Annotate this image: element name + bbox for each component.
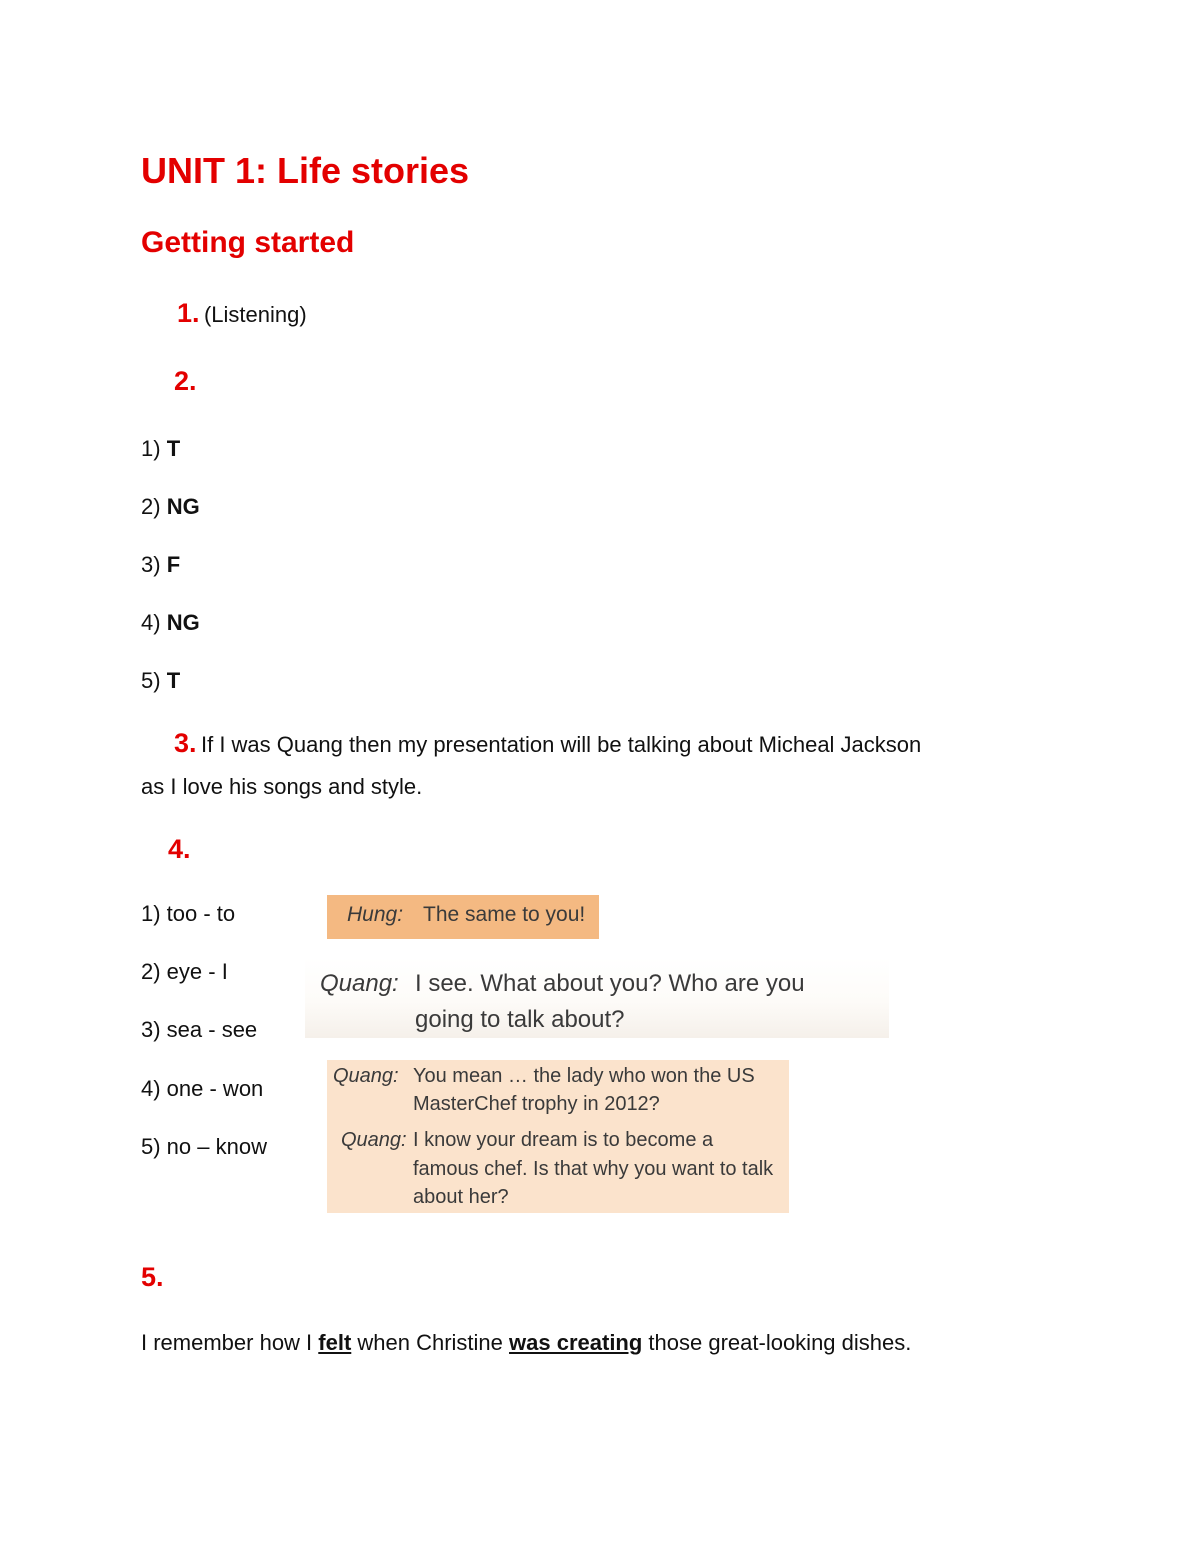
answer-value: T xyxy=(166,436,181,461)
speaker-label: Hung: xyxy=(347,903,404,926)
unit-title: UNIT 1: Life stories xyxy=(141,150,470,191)
question-1-number: 1. xyxy=(177,298,200,328)
answer-row xyxy=(141,436,180,462)
dialogue-line: going to talk about? xyxy=(415,1006,625,1033)
dialogue-line: I see. What about you? Who are you xyxy=(415,970,805,997)
answer-row xyxy=(141,552,180,578)
answer-row xyxy=(141,668,180,694)
answer-label: 3) xyxy=(141,552,161,577)
word-pair: 1) too - to xyxy=(141,901,236,926)
answer-label: 4) xyxy=(141,610,161,635)
question-1-text: (Listening) xyxy=(203,302,307,327)
underlined-verb: felt xyxy=(318,1330,352,1355)
underlined-verb: was creating xyxy=(509,1330,643,1355)
dialogue-line: The same to you! xyxy=(423,903,586,926)
question-5-sentence xyxy=(141,1330,911,1356)
word-pair: 5) no – know xyxy=(141,1134,267,1159)
question-3-line1: If I was Quang then my presentation will be talking about Micheal Jackson xyxy=(200,732,922,757)
word-pair: 2) eye - I xyxy=(141,959,228,984)
word-pair: 3) sea - see xyxy=(141,1017,258,1042)
answer-label: 5) xyxy=(141,668,161,693)
dialogue-line: famous chef. Is that why you want to talk xyxy=(413,1158,774,1180)
question-5-number: 5. xyxy=(141,1262,164,1292)
section-heading: Getting started xyxy=(141,226,355,259)
dialogue-snippet-hung xyxy=(327,895,599,939)
sentence-text: when Christine xyxy=(351,1330,510,1355)
answer-row xyxy=(141,610,200,636)
answer-label: 1) xyxy=(141,436,161,461)
question-3 xyxy=(174,728,921,759)
dialogue-line: You mean … the lady who won the US xyxy=(413,1065,755,1087)
dialogue-line: MasterChef trophy in 2012? xyxy=(413,1093,660,1115)
speaker-label: Quang: xyxy=(333,1065,399,1087)
answer-value: F xyxy=(166,552,181,577)
question-1 xyxy=(177,298,307,329)
sentence-text: those great-looking dishes. xyxy=(642,1330,912,1355)
dialogue-snippet-quang-2 xyxy=(327,1060,789,1213)
question-3-line2: as I love his songs and style. xyxy=(141,774,423,799)
answer-row xyxy=(141,494,200,520)
question-2-number: 2. xyxy=(174,366,197,396)
dialogue-line: I know your dream is to become a xyxy=(413,1129,714,1151)
question-3-number: 3. xyxy=(174,728,197,758)
answer-value: NG xyxy=(166,494,200,519)
word-pair: 4) one - won xyxy=(141,1076,264,1101)
answer-label: 2) xyxy=(141,494,161,519)
answer-value: NG xyxy=(166,610,200,635)
speaker-label: Quang: xyxy=(341,1129,407,1151)
dialogue-line: about her? xyxy=(413,1186,509,1208)
dialogue-snippet-quang-1 xyxy=(305,958,889,1038)
question-4-number: 4. xyxy=(168,834,191,864)
sentence-text: I remember how I xyxy=(141,1330,319,1355)
speaker-label: Quang: xyxy=(320,970,399,997)
answer-value: T xyxy=(166,668,181,693)
